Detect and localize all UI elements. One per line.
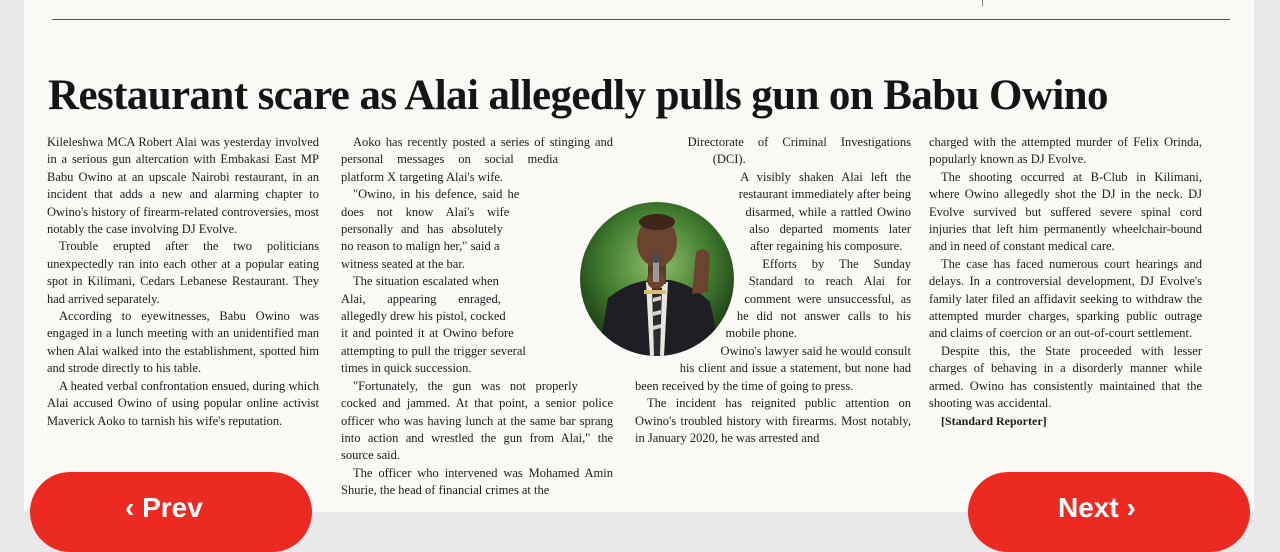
article-photo bbox=[580, 202, 734, 356]
paragraph: Directorate of Criminal Investigations (DCI). bbox=[687, 135, 911, 167]
article-column-1 bbox=[47, 134, 319, 430]
paragraph: Aoko has recently posted a series of stinging and personal messages on social media platform X targeting Alai's wife. bbox=[341, 135, 613, 184]
top-rule bbox=[52, 19, 1230, 20]
paragraph: "Owino, in his defence, said he does not know Alai's wife personally and has absolutely no reason to malign her," said a witness seated at the bar. bbox=[341, 187, 520, 271]
paragraph: The situation escalated when Alai, appearing enraged, allegedly drew his pistol, cocked it and pointed it at Owino before attempting to pull the trigger several times in quick succession. bbox=[341, 274, 526, 376]
paragraph: Kileleshwa MCA Robert Alai was yesterday involved in a serious gun altercation with Embakasi East MP Babu Owino at an upscale Nairobi restaurant, in an incident that adds a new and alarming chapter to Owino's history of firearm-related controversies, most notably the case involving DJ Evolve. bbox=[47, 135, 319, 237]
paragraph: "Fortunately, the gun was not properly cocked and jammed. At that point, a senior police officer who was having lunch at the same bar sprang into action and wrestled the gun from Alai," the source said. bbox=[341, 378, 613, 463]
paragraph: The incident has reignited public attention on Owino's troubled history with firearms. Most notably, in January 2020, he was arrested and bbox=[635, 396, 911, 445]
paragraph: The case has faced numerous court hearings and delays. In a controversial development, DJ Evolve's family later filed an affidavit seeking to withdraw the attempted murder charges, sparking public outrage and claims of coercion or an out-of-court settlement. bbox=[929, 256, 1202, 341]
paragraph: A heated verbal confrontation ensued, during which Alai accused Owino of using popular online activist Maverick Aoko to tarnish his wife's reputation. bbox=[47, 378, 319, 428]
newspaper-page bbox=[24, 0, 1254, 512]
politician-portrait-icon bbox=[580, 202, 734, 356]
article-headline: Restaurant scare as Alai allegedly pulls gun on Babu Owino bbox=[48, 72, 1108, 119]
previous-label: ‹ Prev bbox=[125, 492, 203, 523]
article-column-4 bbox=[929, 134, 1202, 430]
article-column-2 bbox=[341, 134, 613, 500]
paragraph: Despite this, the State proceeded with lesser charges of behaving in a disorderly manner while armed. Owino has consistently maintained that the shooting was accidental. bbox=[929, 343, 1202, 411]
column-tick bbox=[982, 0, 983, 6]
paragraph: The shooting occurred at B-Club in Kilimani, where Owino allegedly shot the DJ in the neck. DJ Evolve survived but suffered severe spinal cord injuries that left him permanently wheelchair-bound and in need of constant medical care. bbox=[929, 169, 1202, 254]
paragraph: Owino's lawyer said he would consult his client and issue a statement, but none had been received by the time of going to press. bbox=[635, 343, 911, 393]
paragraph: A visibly shaken Alai left the restaurant immediately after being disarmed, while a rattled Owino also departed moments later after regaining his composure. bbox=[738, 169, 911, 254]
next-page-button[interactable] bbox=[968, 472, 1250, 552]
paragraph: According to eyewitnesses, Babu Owino was engaged in a lunch meeting with an unidentified man when Alai walked into the establishment, spotted him and strode directly to his table. bbox=[47, 309, 319, 376]
paragraph: Trouble erupted after the two politicians unexpectedly ran into each other at a popular eating spot in Kilimani, Cedars Lebanese Restaurant. They had arrived separately. bbox=[47, 239, 319, 306]
next-label: Next › bbox=[1058, 492, 1136, 523]
previous-page-button[interactable] bbox=[30, 472, 312, 552]
paragraph: charged with the attempted murder of Felix Orinda, popularly known as DJ Evolve. bbox=[929, 135, 1202, 167]
reporter-byline: [Standard Reporter] bbox=[941, 413, 1047, 428]
paragraph: The officer who intervened was Mohamed Amin Shurie, the head of financial crimes at the bbox=[341, 465, 613, 498]
paragraph: Efforts by The Sunday Standard to reach Alai for comment were unsuccessful, as he did not answer calls to his mobile phone. bbox=[725, 256, 911, 341]
